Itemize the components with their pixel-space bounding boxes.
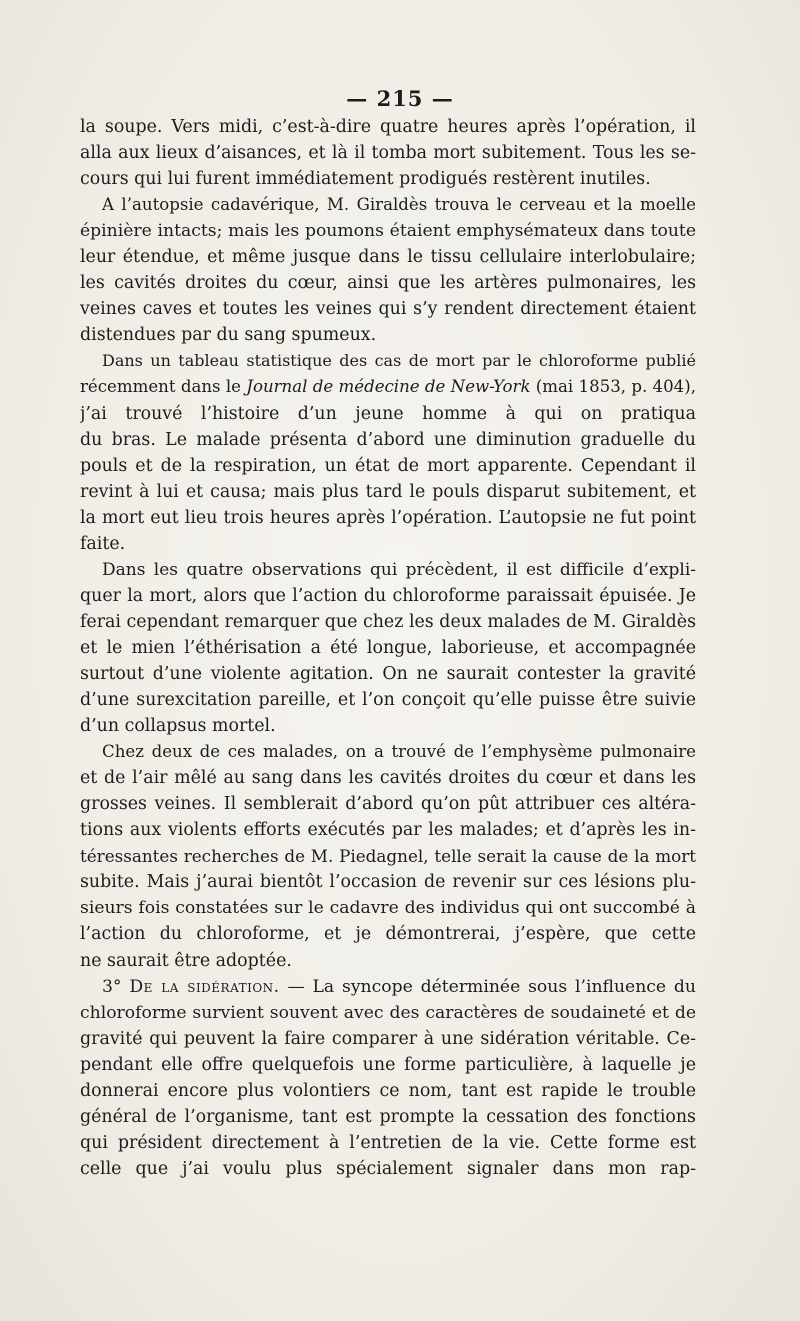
text-line: Dans les quatre observations qui précèdent, il est difficile d’expli- xyxy=(102,559,696,580)
text-line: pendant elle offre quelquefois une forme particulière, à laquelle je xyxy=(80,1054,696,1075)
text-line: la mort eut lieu trois heures après l’opération. L’autopsie ne fut point xyxy=(80,507,696,528)
text-line: leur étendue, et même jusque dans le tissu cellulaire interlobulaire; xyxy=(80,247,696,268)
text-line: l’action du chloroforme, et je démontrerai, j’espère, que cette xyxy=(80,924,696,945)
text-line: distendues par du sang spumeux. xyxy=(80,325,377,346)
section-number: 3° xyxy=(102,976,130,997)
text-line: qui président directement à l’entretien de la vie. Cette forme est xyxy=(80,1132,696,1153)
section-heading-line xyxy=(80,974,696,1000)
paragraph-2 xyxy=(80,192,696,348)
paragraph-6 xyxy=(80,974,696,1182)
paragraph-1 xyxy=(80,114,696,192)
text-line: tions aux violents efforts exécutés par les malades; et d’après les in- xyxy=(80,820,696,841)
text-line: du bras. Le malade présenta d’abord une diminution graduelle du xyxy=(80,429,696,450)
text-line: Chez deux de ces malades, on a trouvé de l’emphysème pulmonaire xyxy=(102,742,696,762)
paragraph-5 xyxy=(80,739,696,973)
text-line: celle que j’ai voulu plus spécialement signaler dans mon rap- xyxy=(80,1158,696,1179)
text-segment: — La syncope déterminée sous l’influence du xyxy=(279,976,696,997)
text-line: les cavités droites du cœur, ainsi que les artères pulmonaires, les xyxy=(80,273,696,294)
text-line: cours qui lui furent immédiatement prodigués restèrent inutiles. xyxy=(80,169,651,190)
text-line: d’une surexcitation pareille, et l’on conçoit qu’elle puisse être suivie xyxy=(80,690,696,711)
text-line-with-citation xyxy=(80,374,696,400)
text-line: Dans un tableau statistique des cas de mort par le chloroforme publié xyxy=(102,351,696,371)
text-line: général de l’organisme, tant est prompte la cessation des fonctions xyxy=(80,1106,696,1127)
text-line: A l’autopsie cadavérique, M. Giraldès trouva le cerveau et la moelle xyxy=(102,195,696,215)
text-line: donnerai encore plus volontiers ce nom, tant est rapide le trouble xyxy=(80,1080,696,1101)
text-line: et de l’air mêlé au sang dans les cavités droites du cœur et dans les xyxy=(80,768,696,789)
text-line: revint à lui et causa; mais plus tard le pouls disparut subitement, et xyxy=(80,481,696,502)
body-text xyxy=(80,114,696,1182)
page-number: — 215 — xyxy=(346,86,454,111)
journal-title: Journal de médecine de New-York xyxy=(246,377,531,397)
text-line: faite. xyxy=(80,533,126,554)
text-line: subite. Mais j’aurai bientôt l’occasion de revenir sur ces lésions plu- xyxy=(80,872,696,893)
text-line: ne saurait être adoptée. xyxy=(80,950,292,971)
text-line: surtout d’une violente agitation. On ne saurait contester la gravité xyxy=(80,663,696,684)
text-line: alla aux lieux d’aisances, et là il tomba mort subitement. Tous les se- xyxy=(80,143,696,164)
text-line: pouls et de la respiration, un état de mort apparente. Cependant il xyxy=(80,455,696,476)
section-title: De la sidération. xyxy=(129,976,280,997)
text-line: et le mien l’éthérisation a été longue, laborieuse, et accompagnée xyxy=(80,637,696,658)
paragraph-3 xyxy=(80,348,696,556)
text-line: téressantes recherches de M. Piedagnel, telle serait la cause de la mort xyxy=(80,846,696,867)
text-line: chloroforme survient souvent avec des caractères de soudaineté et de xyxy=(80,1002,696,1023)
text-segment: (mai 1853, p. 404), xyxy=(530,377,696,397)
text-line: j’ai trouvé l’histoire d’un jeune homme à qui on pratiqua xyxy=(80,403,696,424)
text-line: ferai cependant remarquer que chez les deux malades de M. Giraldès xyxy=(80,611,696,632)
text-line: sieurs fois constatées sur le cadavre des individus qui ont succombé à xyxy=(80,898,696,919)
paragraph-4 xyxy=(80,557,696,739)
text-line: épinière intacts; mais les poumons étaient emphysémateux dans toute xyxy=(80,221,696,242)
text-line: d’un collapsus mortel. xyxy=(80,716,276,737)
text-segment: récemment dans le xyxy=(80,377,247,397)
text-line: quer la mort, alors que l’action du chloroforme paraissait épuisée. Je xyxy=(80,585,696,606)
text-line: la soupe. Vers midi, c’est-à-dire quatre heures après l’opération, il xyxy=(80,117,696,137)
text-line: grosses veines. Il semblerait d’abord qu’on pût attribuer ces altéra- xyxy=(80,794,696,815)
text-line: gravité qui peuvent la faire comparer à une sidération véritable. Ce- xyxy=(80,1028,696,1049)
text-line: veines caves et toutes les veines qui s’y rendent directement étaient xyxy=(80,299,696,320)
